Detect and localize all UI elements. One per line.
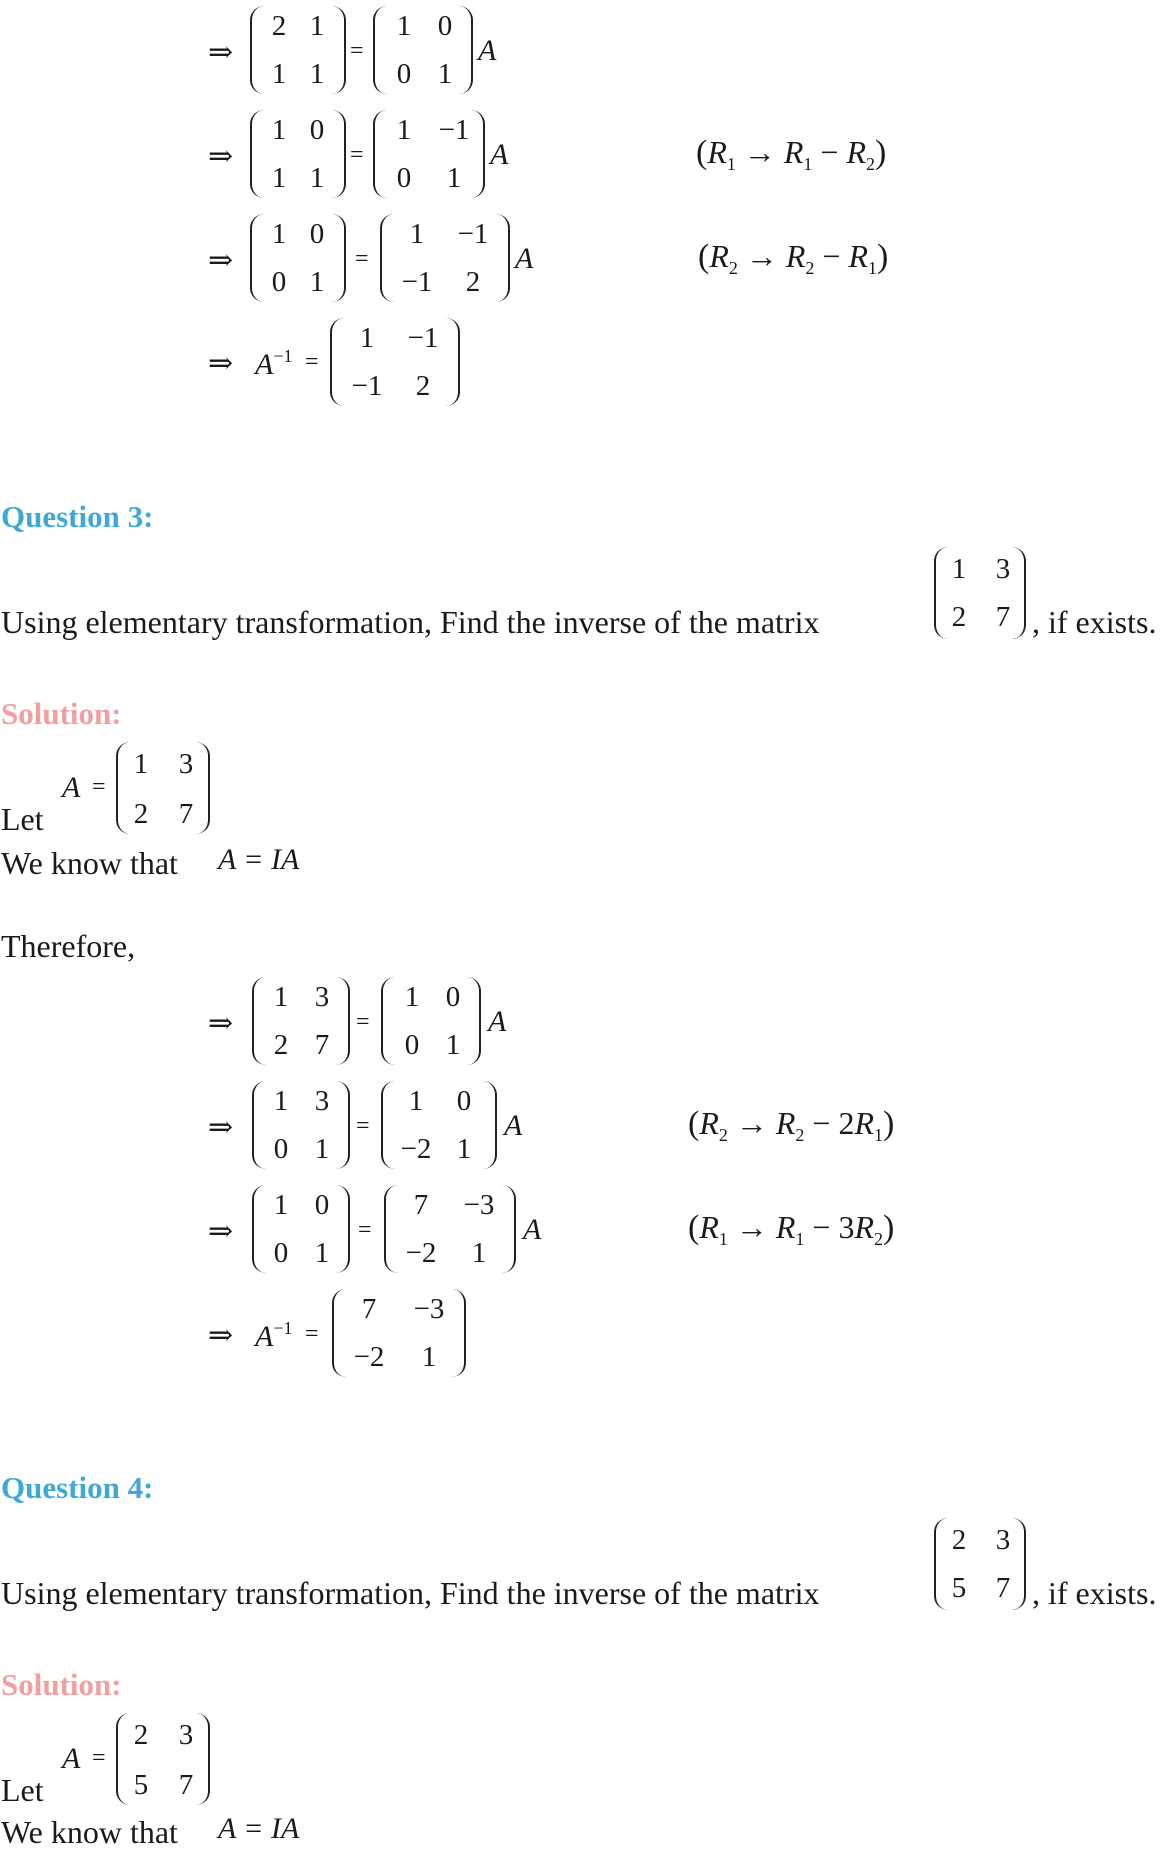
matrix-cell: 1	[271, 114, 287, 146]
matrix-cell: 7	[178, 798, 194, 830]
matrix-cell: −2	[405, 1237, 437, 1269]
matrix-cell: 3	[995, 1524, 1011, 1556]
matrix-cell: 1	[446, 162, 462, 194]
question-3-heading: Question 3:	[1, 499, 154, 534]
matrix-cell: −1	[457, 218, 489, 250]
equals-sign: =	[305, 1321, 319, 1347]
equals-sign: =	[350, 38, 364, 64]
equals-sign: =	[350, 142, 364, 168]
implies-symbol: ⇒	[208, 244, 234, 277]
rhs-matrix	[373, 110, 485, 198]
question-4-solution-heading: Solution:	[1, 1667, 122, 1702]
lhs-matrix	[252, 1081, 350, 1169]
matrix-cell: 0	[309, 218, 325, 250]
implies-symbol: ⇒	[208, 36, 234, 69]
matrix-cell: 2	[133, 798, 149, 830]
matrix-cell: 3	[314, 981, 330, 1013]
matrix-cell: 1	[273, 981, 289, 1013]
matrix-cell: 0	[456, 1085, 472, 1117]
question-4-let-label: Let	[1, 1772, 44, 1808]
matrix-cell: 1	[951, 553, 967, 585]
matrix-cell: 1	[309, 162, 325, 194]
matrix-cell: 3	[178, 748, 194, 780]
row-operation: $(R_1 \to R_1 - R_2)$	[696, 134, 887, 174]
matrix-cell: −3	[463, 1189, 495, 1221]
matrix-A-inverse-label: $A^{-1}$	[255, 1318, 293, 1353]
matrix-cell: 1	[271, 162, 287, 194]
question-4-know-text: We know that	[1, 1814, 178, 1850]
matrix-cell: 1	[309, 58, 325, 90]
question-4-heading: Question 4:	[1, 1470, 154, 1505]
question-3-tail: , if exists.	[1032, 604, 1157, 640]
matrix-cell: −2	[353, 1341, 385, 1373]
matrix-cell: 0	[396, 58, 412, 90]
equals-sign: =	[92, 774, 106, 800]
matrix-cell: 0	[404, 1029, 420, 1061]
matrix-cell: 7	[314, 1029, 330, 1061]
matrix-cell: 1	[409, 218, 425, 250]
implies-symbol: ⇒	[208, 1111, 234, 1144]
matrix-A-symbol: A	[488, 1005, 507, 1038]
matrix-cell: −1	[438, 114, 470, 146]
matrix-cell: 1	[273, 1085, 289, 1117]
rhs-matrix	[384, 1185, 516, 1273]
matrix-cell: 1	[437, 58, 453, 90]
matrix-cell: 1	[314, 1133, 330, 1165]
matrix-A-symbol: A	[504, 1109, 523, 1142]
matrix-A-inverse-label: $A^{-1}$	[255, 346, 293, 381]
matrix-cell: 0	[273, 1133, 289, 1165]
matrix-A-symbol: A	[62, 1742, 81, 1775]
matrix-cell: 7	[361, 1293, 377, 1325]
implies-symbol: ⇒	[208, 347, 234, 380]
matrix-cell: 2	[951, 1524, 967, 1556]
matrix-cell: 1	[471, 1237, 487, 1269]
matrix-cell: 1	[271, 58, 287, 90]
matrix-cell: 0	[437, 10, 453, 42]
row-operation: $(R_1 \to R_1 - 3R_2)$	[688, 1209, 895, 1249]
inverse-matrix	[332, 1289, 466, 1377]
matrix-cell: 1	[309, 10, 325, 42]
question-3-text: Using elementary transformation, Find the inverse of the matrix	[1, 604, 820, 640]
matrix-cell: 0	[271, 266, 287, 298]
matrix-A-symbol: A	[62, 771, 81, 804]
matrix-cell: 1	[445, 1029, 461, 1061]
matrix-cell: 1	[359, 322, 375, 354]
matrix-cell: 5	[133, 1769, 149, 1801]
matrix-cell: 7	[995, 601, 1011, 633]
matrix-cell: 2	[951, 601, 967, 633]
matrix-cell: 3	[995, 553, 1011, 585]
matrix-cell: 0	[314, 1189, 330, 1221]
question-3-matrix	[934, 547, 1026, 639]
rhs-matrix	[380, 214, 510, 302]
question-3-identity-equation: A = IA	[218, 843, 300, 876]
matrix-cell: 3	[178, 1719, 194, 1751]
inverse-matrix	[330, 318, 460, 406]
matrix-cell: 7	[995, 1572, 1011, 1604]
question-3-know-text: We know that	[1, 845, 178, 881]
implies-symbol: ⇒	[208, 1007, 234, 1040]
matrix-A-symbol: A	[490, 138, 509, 171]
matrix-cell: 0	[273, 1237, 289, 1269]
matrix-cell: 5	[951, 1572, 967, 1604]
question-3-therefore: Therefore,	[1, 928, 136, 964]
matrix-cell: −1	[401, 266, 433, 298]
matrix-cell: 0	[396, 162, 412, 194]
matrix-cell: 2	[465, 266, 481, 298]
matrix-A-symbol: A	[478, 34, 497, 67]
equals-sign: =	[358, 1217, 372, 1243]
equals-sign: =	[305, 349, 319, 375]
matrix-cell: −1	[351, 370, 383, 402]
matrix-cell: 2	[273, 1029, 289, 1061]
lhs-matrix	[250, 110, 346, 198]
matrix-cell: −3	[413, 1293, 445, 1325]
matrix-cell: 2	[133, 1719, 149, 1751]
implies-symbol: ⇒	[208, 1319, 234, 1352]
matrix-cell: 0	[309, 114, 325, 146]
matrix-A-symbol: A	[523, 1213, 542, 1246]
lhs-matrix	[250, 214, 346, 302]
rhs-matrix	[381, 977, 481, 1065]
matrix-cell: 3	[314, 1085, 330, 1117]
lhs-matrix	[250, 6, 346, 94]
question-4-tail: , if exists.	[1032, 1575, 1157, 1611]
matrix-cell: −2	[400, 1133, 432, 1165]
matrix-cell: 1	[421, 1341, 437, 1373]
matrix-cell: 1	[133, 748, 149, 780]
matrix-cell: 1	[408, 1085, 424, 1117]
matrix-A-symbol: A	[515, 242, 534, 275]
matrix-cell: 1	[273, 1189, 289, 1221]
matrix-cell: 1	[404, 981, 420, 1013]
rhs-matrix	[381, 1081, 497, 1169]
matrix-cell: 1	[456, 1133, 472, 1165]
row-operation: $(R_2 \to R_2 - R_1)$	[698, 238, 889, 278]
matrix-cell: 1	[271, 218, 287, 250]
equals-sign: =	[356, 1113, 370, 1139]
equals-sign: =	[92, 1745, 106, 1771]
matrix-cell: 2	[415, 370, 431, 402]
question-3-A-definition	[116, 742, 210, 834]
matrix-cell: 1	[396, 114, 412, 146]
question-4-text: Using elementary transformation, Find the inverse of the matrix	[1, 1575, 820, 1611]
implies-symbol: ⇒	[208, 1215, 234, 1248]
matrix-cell: 7	[413, 1189, 429, 1221]
question-4-identity-equation: A = IA	[218, 1812, 300, 1845]
lhs-matrix	[252, 977, 350, 1065]
equals-sign: =	[355, 246, 369, 272]
equals-sign: =	[356, 1009, 370, 1035]
rhs-matrix	[373, 6, 473, 94]
question-4-matrix	[934, 1518, 1026, 1610]
matrix-cell: 1	[309, 266, 325, 298]
matrix-cell: 2	[271, 10, 287, 42]
row-operation: $(R_2 \to R_2 - 2R_1)$	[688, 1105, 895, 1145]
matrix-cell: −1	[407, 322, 439, 354]
implies-symbol: ⇒	[208, 140, 234, 173]
question-4-A-definition	[116, 1713, 210, 1805]
lhs-matrix	[252, 1185, 350, 1273]
matrix-cell: 1	[314, 1237, 330, 1269]
question-3-solution-heading: Solution:	[1, 696, 122, 731]
question-3-let-label: Let	[1, 801, 44, 837]
matrix-cell: 0	[445, 981, 461, 1013]
matrix-cell: 7	[178, 1769, 194, 1801]
matrix-cell: 1	[396, 10, 412, 42]
